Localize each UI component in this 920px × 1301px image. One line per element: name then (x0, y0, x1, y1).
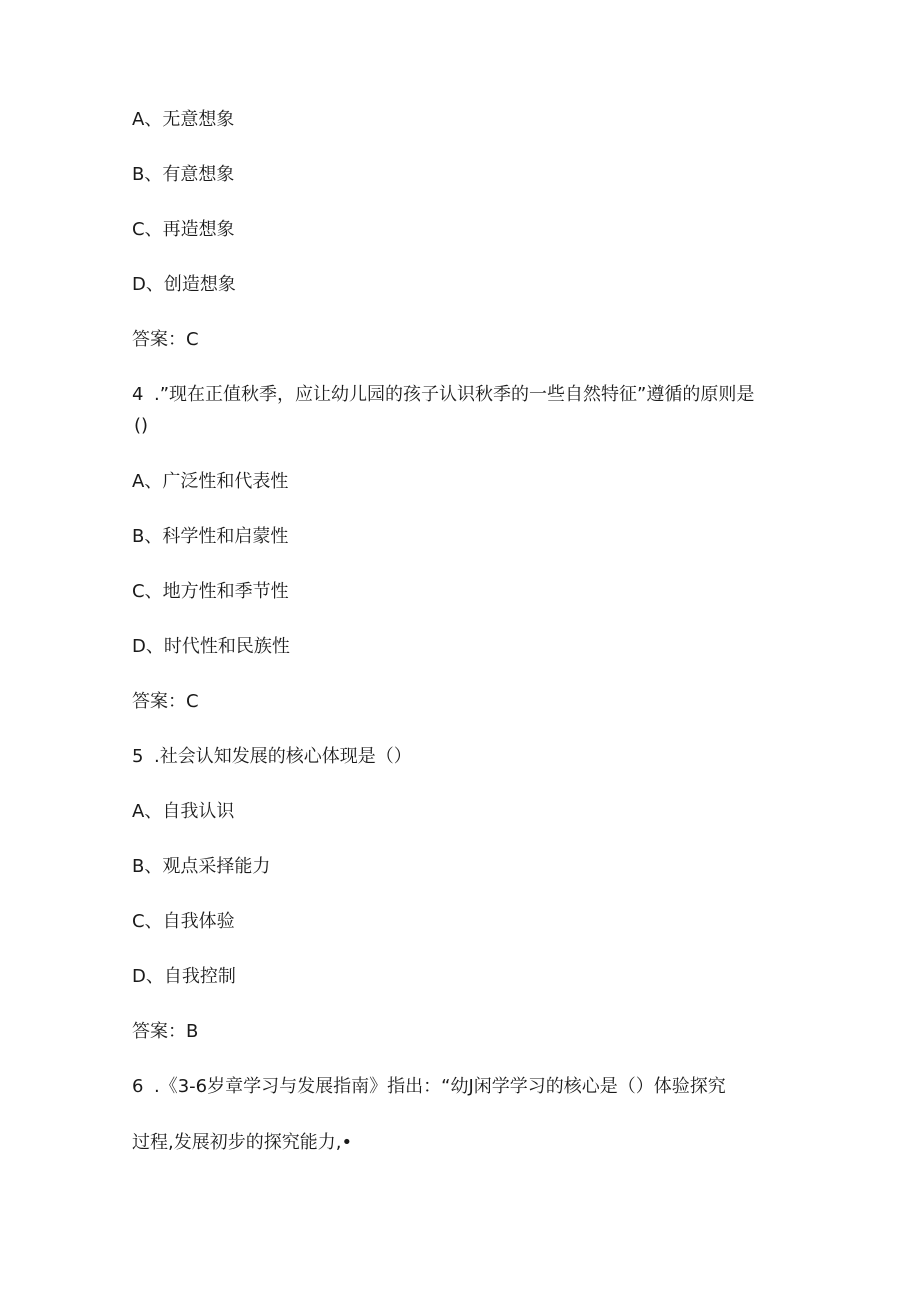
question-number: 5 (132, 746, 144, 767)
question-number: 6 (132, 1076, 144, 1097)
option-b-q3: B、有意想象 (132, 164, 235, 185)
option-c-q5: C、自我体验 (132, 911, 235, 932)
option-d-q3: D、创造想象 (132, 274, 236, 295)
question-text: .《3-6岁章学习与发展指南》指出：“幼J闲学学习的核心是（）体验探究 (154, 1076, 726, 1097)
option-a-q3: A、无意想象 (132, 109, 235, 130)
question-text: .社会认知发展的核心体现是（） (154, 746, 412, 767)
option-c-q3: C、再造想象 (132, 219, 235, 240)
option-a-q4: A、广泛性和代表性 (132, 471, 289, 492)
option-c-q4: C、地方性和季节性 (132, 581, 289, 602)
question-number: 4 (132, 384, 144, 405)
answer-q3: 答案：C (132, 329, 199, 350)
question-4-blank: () (134, 415, 149, 436)
option-b-q4: B、科学性和启蒙性 (132, 526, 289, 547)
option-d-q4: D、时代性和民族性 (132, 636, 290, 657)
question-5 (132, 745, 412, 769)
option-b-q5: B、观点采择能力 (132, 856, 271, 877)
question-4 (132, 383, 754, 407)
answer-q4: 答案：C (132, 691, 199, 712)
question-6-continued: 过程,发展初步的探究能力,• (132, 1132, 353, 1153)
option-d-q5: D、自我控制 (132, 966, 236, 987)
question-text: .”现在正值秋季，应让幼儿园的孩子认识秋季的一些自然特征”遵循的原则是 (154, 384, 755, 405)
answer-q5: 答案：B (132, 1021, 199, 1042)
question-6 (132, 1075, 726, 1099)
option-a-q5: A、自我认识 (132, 801, 235, 822)
